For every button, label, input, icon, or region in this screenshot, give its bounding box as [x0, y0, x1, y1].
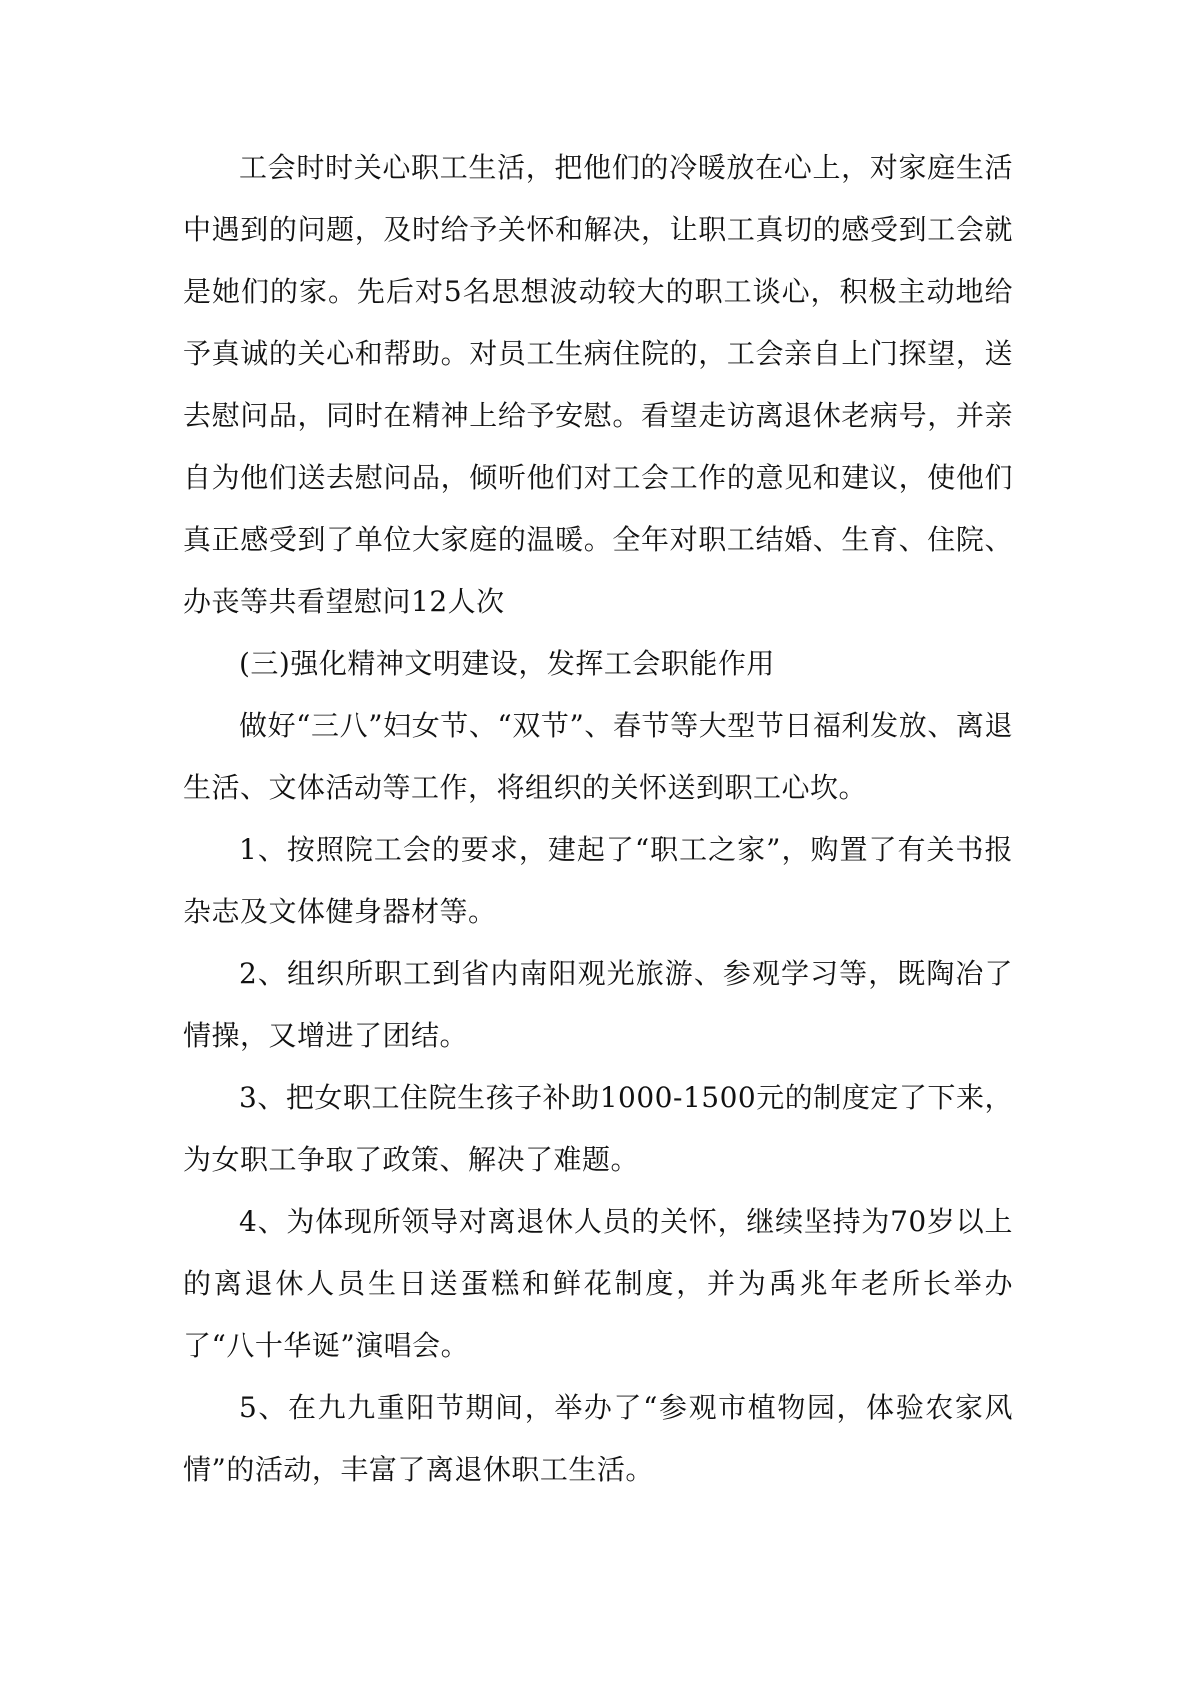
list-item-3: 3、把女职工住院生孩子补助1000-1500元的制度定了下来，为女职工争取了政策、解决了难题。 — [183, 1081, 1013, 1176]
document-body — [183, 137, 1013, 1501]
paragraph-festival-welfare: 做好“三八”妇女节、“双节”、春节等大型节日福利发放、离退生活、文体活动等工作，将组织的关怀送到职工心坎。 — [183, 709, 1013, 804]
section-heading-3: (三)强化精神文明建设，发挥工会职能作用 — [239, 647, 775, 680]
paragraph-care-for-workers: 工会时时关心职工生活，把他们的冷暖放在心上，对家庭生活中遇到的问题，及时给予关怀和解决，让职工真切的感受到工会就是她们的家。先后对5名思想波动较大的职工谈心，积极主动地给予真诚的关心和帮助。对员工生病住院的，工会亲自上门探望，送去慰问品，同时在精神上给予安慰。看望走访离退休老病号，并亲自为他们送去慰问品，倾听他们对工会工作的意见和建议，使他们真正感受到了单位大家庭的温暖。全年对职工结婚、生育、住院、办丧等共看望慰问12人次 — [183, 151, 1013, 618]
list-item-4: 4、为体现所领导对离退休人员的关怀，继续坚持为70岁以上的离退休人员生日送蛋糕和鲜花制度，并为禹兆年老所长举办了“八十华诞”演唱会。 — [183, 1205, 1013, 1362]
list-item-5: 5、在九九重阳节期间，举办了“参观市植物园，体验农家风情”的活动，丰富了离退休职工生活。 — [183, 1391, 1013, 1486]
list-item-1: 1、按照院工会的要求，建起了“职工之家”，购置了有关书报杂志及文体健身器材等。 — [183, 833, 1013, 928]
list-item-2: 2、组织所职工到省内南阳观光旅游、参观学习等，既陶冶了情操，又增进了团结。 — [183, 957, 1013, 1052]
